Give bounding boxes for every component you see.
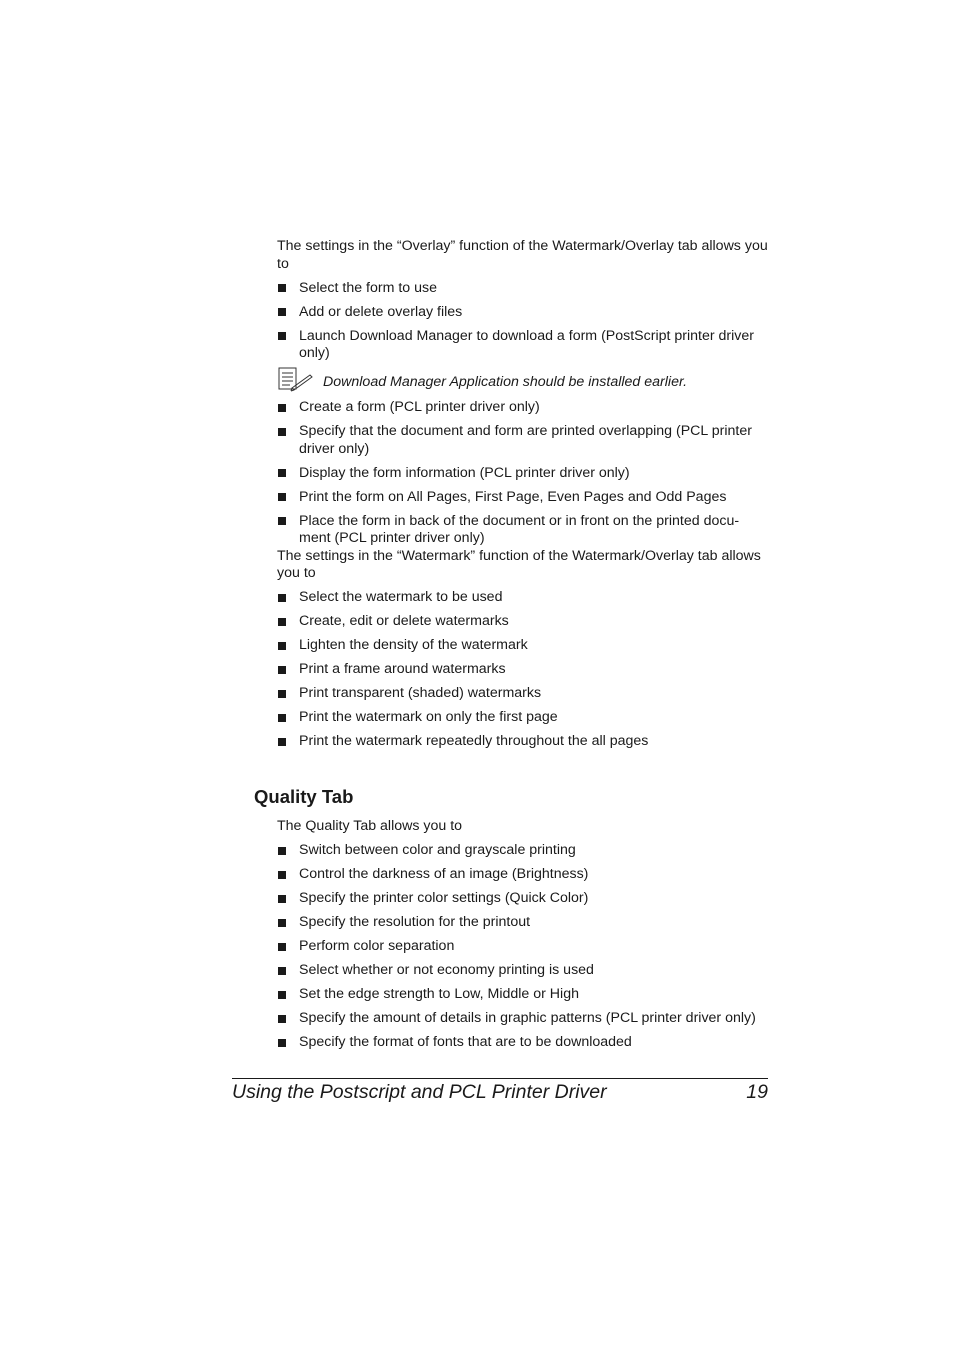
quality-section [277,818,769,1052]
quality-intro: The Quality Tab allows you to [277,818,463,834]
overlay-watermark-section [277,238,769,751]
overlay-list-1 [277,280,769,363]
list-item: Specify the resolution for the printout [277,914,769,932]
list-item: Print a frame around watermarks [277,661,769,679]
section-heading-quality-tab: Quality Tab [254,786,354,807]
page-number: 19 [746,1081,768,1103]
watermark-intro: The settings in the “Watermark” function of the Watermark/Overlay tab allows you to [277,547,761,581]
list-item: Create, edit or delete watermarks [277,613,769,631]
footer-divider [232,1078,768,1079]
footer-title: Using the Postscript and PCL Printer Driver [232,1081,607,1103]
note-pencil-icon [278,367,314,393]
list-item: Launch Download Manager to download a form (PostScript printer driver only) [277,328,769,363]
note-callout [277,369,769,393]
list-item: Specify the format of fonts that are to be downloaded [277,1034,769,1052]
list-item: Specify the amount of details in graphic patterns (PCL printer driver only) [277,1010,769,1028]
list-item: Print the watermark on only the first page [277,709,769,727]
list-item: Lighten the density of the watermark [277,637,769,655]
list-item: Perform color separation [277,938,769,956]
list-item: Display the form information (PCL printer driver only) [277,465,769,483]
list-item: Switch between color and grayscale printing [277,842,769,860]
list-item: Set the edge strength to Low, Middle or High [277,986,769,1004]
list-item: Add or delete overlay files [277,304,769,322]
overlay-intro: The settings in the “Overlay” function of the Watermark/Overlay tab allows you to [277,238,768,272]
note-text: Download Manager Application should be installed earlier. [323,373,688,390]
list-item: Specify the printer color settings (Quick Color) [277,890,769,908]
list-item: Select the watermark to be used [277,589,769,607]
list-item: Select whether or not economy printing is used [277,962,769,980]
list-item: Print transparent (shaded) watermarks [277,685,769,703]
quality-list [277,842,769,1052]
watermark-list [277,589,769,751]
list-item: Place the form in back of the document or in front on the printed docu-ment (PCL printer driver only) [277,513,769,548]
list-item: Print the watermark repeatedly throughout the all pages [277,733,769,751]
list-item: Control the darkness of an image (Brightness) [277,866,769,884]
overlay-list-2 [277,399,769,548]
list-item: Select the form to use [277,280,769,298]
list-item: Specify that the document and form are printed overlapping (PCL printer driver only) [277,423,769,458]
list-item: Print the form on All Pages, First Page, Even Pages and Odd Pages [277,489,769,507]
list-item: Create a form (PCL printer driver only) [277,399,769,417]
